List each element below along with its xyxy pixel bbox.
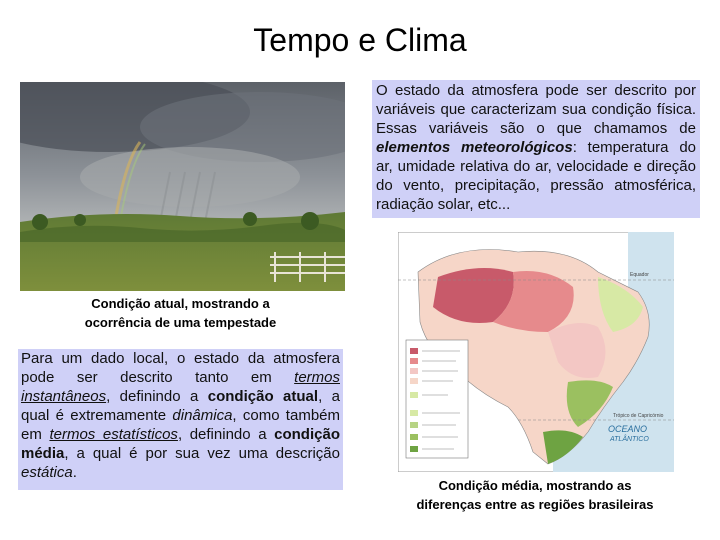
photo-caption-line-1: Condição atual, mostrando a (91, 296, 270, 311)
photo-caption-line-2: ocorrência de uma tempestade (84, 315, 277, 330)
photo-caption (18, 294, 343, 332)
statistical-terms-link: termos estatísticos (49, 426, 178, 443)
meteorological-elements-term: elementos meteorológicos (376, 139, 573, 156)
storm-photo (20, 82, 345, 291)
definition-text-2: : temperatura do ar, umidade relativa do ar, velocidade e direção do vento, precipitação, pressão atmosférica, radiação solar, etc... (376, 139, 696, 213)
page-title: Tempo e Clima (253, 22, 467, 58)
conditions-text-box (18, 349, 343, 490)
definition-text-1: O estado da atmosfera pode ser descrito por variáveis que caracterizam sua condição física. Essas variáveis são o que chamamos de (376, 82, 696, 137)
tropic-label: Trópico de Capricórnio (613, 413, 664, 419)
dynamic-term: dinâmica (172, 407, 233, 424)
conditions-text-6: , a qual é por sua vez uma descrição (64, 445, 340, 462)
brazil-climate-map (398, 232, 674, 472)
conditions-text-2: , definindo a (106, 388, 208, 405)
average-condition-term: condição média (21, 426, 340, 462)
current-condition-term: condição atual (207, 388, 319, 405)
map-caption (390, 476, 680, 514)
conditions-text-7: . (72, 464, 77, 481)
ocean-label: OCEANO (608, 424, 648, 434)
conditions-text-3: , a qual é extremamente (21, 388, 340, 424)
ocean-label-2: ATLÂNTICO (610, 436, 649, 443)
static-term: estática (21, 464, 73, 481)
instant-terms-link: termos instantâneos (21, 369, 340, 405)
conditions-text-1: Para um dado local, o estado da atmosfera pode ser descrito tanto em (21, 350, 340, 386)
map-caption-line-1: Condição média, mostrando as (438, 478, 632, 493)
conditions-text-5: , definindo a (177, 426, 275, 443)
definition-text-box (372, 80, 700, 218)
conditions-text-4: , como também em (21, 407, 340, 443)
map-caption-line-2: diferenças entre as regiões brasileiras (416, 497, 654, 512)
equator-label: Equador (630, 272, 649, 278)
